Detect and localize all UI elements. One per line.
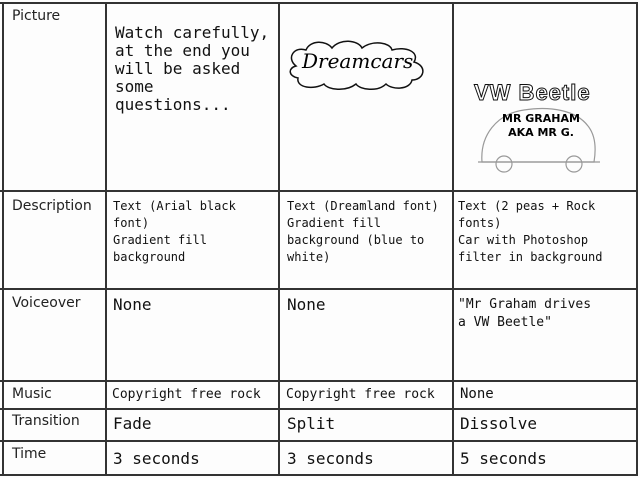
frame1-description: Text (Arial black font) Gradient fill background (113, 199, 236, 264)
frame2-transition: Split (287, 414, 336, 433)
frame1-music: Copyright free rock (112, 387, 261, 402)
frame3-picture-car-text: MR GRAHAM AKA MR G. (502, 112, 580, 139)
row-label-voiceover: Voiceover (12, 295, 81, 311)
row-label-transition: Transition (12, 413, 80, 429)
grid-bottom (0, 474, 638, 476)
frame3-voiceover: "Mr Graham drives a VW Beetle" (458, 297, 592, 330)
frame1-transition: Fade (113, 414, 152, 433)
row-label-picture: Picture (12, 8, 61, 24)
frame2-time: 3 seconds (287, 449, 374, 468)
grid-row-divider-5 (0, 440, 638, 442)
row-label-music: Music (12, 386, 52, 402)
frame3-description: Text (2 peas + Rock fonts) Car with Photoshop filter in background (458, 199, 603, 264)
frame3-picture-title: VW Beetle (474, 80, 591, 105)
grid-row-divider-1 (0, 190, 638, 192)
frame2-music: Copyright free rock (286, 387, 435, 402)
grid-col-divider-1 (105, 2, 107, 476)
grid-col-divider-3 (452, 2, 454, 476)
grid-row-divider-2 (0, 288, 638, 290)
frame1-voiceover: None (113, 295, 152, 314)
frame2-voiceover: None (287, 295, 326, 314)
frame1-picture-text: Watch carefully, at the end you will be asked some questions... (115, 23, 270, 114)
row-label-time: Time (12, 446, 47, 462)
frame2-description: Text (Dreamland font) Gradient fill background (blue to white) (287, 199, 439, 264)
frame1-time: 3 seconds (113, 449, 200, 468)
frame3-time: 5 seconds (460, 449, 547, 468)
grid-top (0, 2, 638, 4)
grid-col-divider-2 (278, 2, 280, 476)
frame3-music: None (460, 386, 494, 402)
row-label-description: Description (12, 198, 92, 214)
frame2-picture-title: Dreamcars (302, 49, 414, 73)
frame3-transition: Dissolve (460, 414, 538, 433)
grid-row-divider-4 (0, 408, 638, 410)
grid-row-divider-3 (0, 380, 638, 382)
grid-left (2, 2, 4, 476)
grid-right (636, 2, 638, 476)
